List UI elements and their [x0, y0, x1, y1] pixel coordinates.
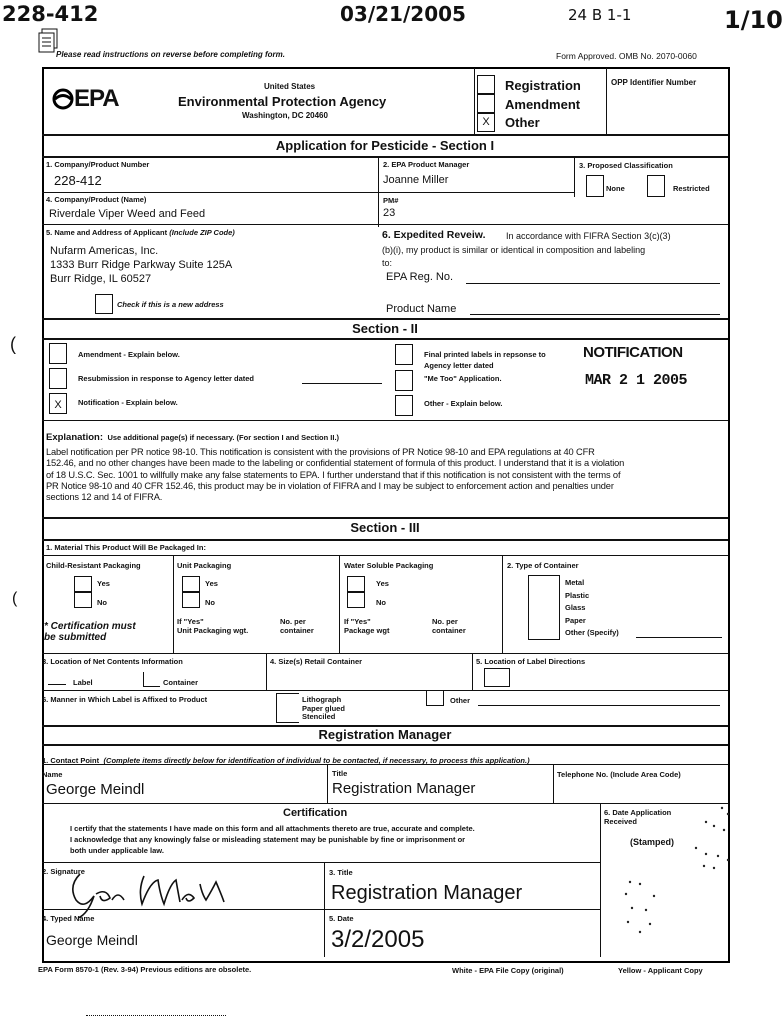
net-container-option: Container: [163, 678, 199, 687]
child-resistant-no-checkbox[interactable]: [74, 592, 92, 608]
date-received-label: 6. Date Application Received: [604, 808, 672, 826]
water-soluble-label: Water Soluble Packaging: [344, 561, 434, 570]
retail-size-label: 4. Size(s) Retail Container: [270, 657, 363, 666]
explanation-heading: Explanation: Use additional page(s) if necessary. (For section I and Section II.): [46, 432, 340, 443]
explanation-line: Label notification per PR notice 98-10. This notification is consistent with the provisions of PR Notice 98-10 and EPA regulations at 40 CFR: [46, 447, 595, 457]
product-name-field[interactable]: [470, 314, 720, 315]
phone-label: Telephone No. (Include Area Code): [557, 770, 681, 779]
material-label: 1. Material This Product Will Be Packaged In:: [46, 543, 206, 552]
amendment-checkbox[interactable]: [477, 94, 495, 113]
certification-must: * Certification must be submitted: [44, 621, 136, 643]
company-product-number[interactable]: 228-412: [54, 173, 102, 188]
notification-stamp: NOTIFICATION: [583, 344, 683, 361]
unit-if-yes: If "Yes" Unit Packaging wgt.: [177, 617, 249, 635]
opp-identifier-label: OPP Identifier Number: [611, 78, 697, 87]
product-name-label: 4. Company/Product (Name): [46, 195, 147, 204]
unit-packaging-yes: Yes: [205, 579, 218, 588]
container-type-item: Plastic: [565, 590, 590, 600]
unit-packaging-no: No: [205, 598, 215, 607]
agency-name: Environmental Protection Agency: [178, 94, 387, 109]
title-3-label: 3. Title: [329, 868, 353, 877]
product-manager-label: 2. EPA Product Manager: [383, 160, 470, 169]
me-too-label: "Me Too" Application.: [424, 374, 502, 383]
certification-title: Certification: [283, 807, 348, 819]
manner-other-label: Other: [450, 696, 471, 705]
product-name[interactable]: Riverdale Viper Weed and Feed: [49, 208, 206, 220]
section-4-title: Registration Manager: [318, 727, 452, 742]
class-none-label: None: [606, 184, 625, 193]
final-printed-label-2: Agency letter dated: [424, 361, 494, 370]
handwritten-company-number: 228-412: [2, 2, 99, 26]
contact-point-label: 1. Contact Point (Complete items directly below for identification of individual to be contacted, if necessary, to process this application.): [42, 756, 530, 765]
expedited-text-3: to:: [382, 258, 393, 268]
contact-name-label: Name: [42, 770, 63, 779]
contact-title[interactable]: Registration Manager: [332, 780, 476, 797]
manner-option: Stenciled: [302, 712, 336, 721]
handwritten-date: 03/21/2005: [340, 2, 466, 26]
stamp-dots: [610, 800, 735, 940]
margin-mark: (: [10, 334, 16, 354]
unit-packaging-label: Unit Packaging: [177, 561, 232, 570]
other-explain-label: Other - Explain below.: [424, 399, 503, 408]
contact-title-label: Title: [332, 769, 348, 778]
expedited-text-1: In accordance with FIFRA Section 3(c)(3): [506, 231, 671, 241]
notification-stamp-date: MAR 2 1 2005: [585, 372, 688, 389]
container-type-item: Glass: [565, 603, 586, 613]
stamped-label: (Stamped): [630, 837, 675, 847]
water-soluble-yes-checkbox[interactable]: [347, 576, 365, 592]
new-address-checkbox[interactable]: [95, 294, 113, 314]
explanation-line: 152.46, and no other changes have been made to the labeling or confidential statement of formula of this product. I understand that it is a violation: [46, 458, 625, 469]
proposed-classification-label: 3. Proposed Classification: [579, 161, 673, 170]
section-3-title: Section - III: [350, 520, 420, 535]
manner-boxes[interactable]: [276, 693, 299, 723]
title-3-value[interactable]: Registration Manager: [331, 882, 523, 904]
net-container-checkbox[interactable]: [143, 672, 160, 687]
handwritten-page: 1/10: [724, 6, 783, 34]
label-directions-checkbox[interactable]: [484, 668, 510, 687]
resubmission-checkbox[interactable]: [49, 368, 67, 389]
package-no-per: No. per container: [432, 617, 466, 635]
manner-other-field[interactable]: [478, 705, 720, 706]
pm-number-label: PM#: [383, 196, 399, 205]
child-resistant-yes: Yes: [97, 579, 110, 588]
explanation-line: PR Notice 98-10 and 40 CFR 152.46, this product may be in violation of FIFRA and I may be subject to enforcement action and penalties under: [46, 480, 614, 491]
net-label-option: Label: [73, 678, 93, 687]
certification-text: I certify that the statements I have made on this form and all attachments thereto are true, accurate and complete. I acknowledge that any knowingly false or misleading statement may be punishable by fine or imprisonment or both under applicable law.: [70, 824, 475, 855]
resubmission-label: Resubmission in response to Agency letter dated: [78, 374, 255, 383]
explanation-line: sections 12 and 14 of FIFRA.: [46, 492, 163, 503]
class-restricted-label: Restricted: [673, 184, 710, 193]
epa-logo-icon: [52, 88, 74, 110]
footer-form-number: EPA Form 8570-1 (Rev. 3-94) Previous editions are obsolete.: [38, 965, 252, 974]
amendment-explain-label: Amendment - Explain below.: [78, 350, 180, 359]
water-soluble-no-checkbox[interactable]: [347, 592, 365, 608]
final-printed-checkbox[interactable]: [395, 344, 413, 365]
class-restricted-checkbox[interactable]: [647, 175, 665, 197]
unit-no-per: No. per container: [280, 617, 314, 635]
registration-label: Registration: [505, 78, 581, 93]
label-affixed-label: 6. Manner in Which Label is Affixed to Product: [42, 695, 208, 704]
company-product-number-label: 1. Company/Product Number: [46, 160, 150, 169]
typed-name-label: 4. Typed Name: [42, 914, 95, 923]
epa-logo: EPA: [74, 85, 119, 112]
water-soluble-no: No: [376, 598, 386, 607]
notification-checkbox[interactable]: X: [49, 393, 67, 414]
other-label: Other: [505, 115, 540, 130]
expedited-text-2: (b)(i), my product is similar or identical in composition and labeling: [382, 245, 646, 255]
agency-line1: United States: [264, 82, 316, 91]
container-types: [565, 577, 619, 640]
net-contents-label: 3. Location of Net Contents Information: [42, 657, 183, 666]
child-resistant-no: No: [97, 598, 107, 607]
manner-option: Lithograph: [302, 695, 342, 704]
notification-label: Notification - Explain below.: [78, 398, 178, 407]
explanation-line: of 18 U.S.C. Sec. 1001 to willfully make any false statements to EPA. I further understand that if this notification is not consistent with the terms of: [46, 469, 621, 480]
container-type-boxes[interactable]: [528, 575, 560, 640]
amendment-label: Amendment: [505, 97, 581, 112]
manner-other-checkbox[interactable]: [426, 690, 444, 706]
package-if-yes: If "Yes" Package wgt: [344, 617, 390, 635]
final-printed-label-1: Final printed labels in repsonse to: [424, 350, 546, 359]
handwritten-code: 24 B 1-1: [568, 6, 632, 24]
expedited-review-title: 6. Expedited Reveiw.: [382, 229, 486, 241]
applicant-line-2[interactable]: 1333 Burr Ridge Parkway Suite 125A: [50, 259, 233, 271]
manner-option: Paper glued: [302, 703, 345, 713]
water-soluble-yes: Yes: [376, 579, 389, 588]
registration-checkbox[interactable]: [477, 75, 495, 94]
container-type-item: Metal: [565, 578, 585, 587]
section-2-title: Section - II: [352, 321, 418, 336]
agency-address: Washington, DC 20460: [242, 111, 328, 120]
applicant-line-3[interactable]: Burr Ridge, IL 60527: [50, 273, 152, 285]
container-type-item: Paper: [565, 615, 586, 625]
manner-options: [302, 696, 345, 722]
me-too-checkbox[interactable]: [395, 370, 413, 391]
typed-name-value[interactable]: George Meindl: [46, 932, 138, 948]
new-address-label: Check if this is a new address: [117, 300, 224, 309]
container-type-item: Other (Specify): [565, 628, 619, 638]
form-approved: Form Approved. OMB No. 2070-0060: [556, 51, 697, 61]
product-name-field-label: Product Name: [386, 303, 457, 315]
signature-label: 2. Signature: [42, 867, 85, 876]
container-type-label: 2. Type of Container: [507, 561, 579, 570]
class-none-checkbox[interactable]: [586, 175, 604, 197]
instructions-text: Please read instructions on reverse before completing form.: [56, 50, 285, 59]
other-checkbox[interactable]: X: [477, 113, 495, 132]
signature-scribble[interactable]: [66, 860, 246, 920]
contact-name[interactable]: George Meindl: [46, 781, 145, 798]
label-directions-label: 5. Location of Label Directions: [476, 657, 586, 666]
applicant-line-1[interactable]: Nufarm Americas, Inc.: [50, 245, 159, 257]
applicant-label: 5. Name and Address of Applicant (Include ZIP Code): [46, 228, 235, 237]
unit-packaging-no-checkbox[interactable]: [182, 592, 200, 608]
pm-number[interactable]: 23: [383, 207, 396, 219]
other-explain-checkbox[interactable]: [395, 395, 413, 416]
child-resistant-yes-checkbox[interactable]: [74, 576, 92, 592]
footer-yellow-copy: Yellow - Applicant Copy: [618, 966, 703, 975]
margin-mark: (: [12, 590, 18, 607]
unit-packaging-yes-checkbox[interactable]: [182, 576, 200, 592]
date-5-value[interactable]: 3/2/2005: [331, 926, 425, 953]
resubmission-date-field[interactable]: [302, 383, 382, 384]
explanation-text: [46, 447, 624, 503]
product-manager-value[interactable]: Joanne Miller: [383, 174, 449, 186]
section-1-title: Application for Pesticide - Section I: [275, 138, 495, 153]
epa-reg-no-label: EPA Reg. No.: [386, 271, 454, 283]
epa-reg-no-field[interactable]: [466, 283, 720, 284]
child-resistant-label: Child-Resistant Packaging: [46, 561, 141, 570]
footer-white-copy: White - EPA File Copy (original): [452, 966, 564, 975]
amendment-explain-checkbox[interactable]: [49, 343, 67, 364]
other-specify-field[interactable]: [636, 637, 722, 638]
date-5-label: 5. Date: [329, 914, 354, 923]
